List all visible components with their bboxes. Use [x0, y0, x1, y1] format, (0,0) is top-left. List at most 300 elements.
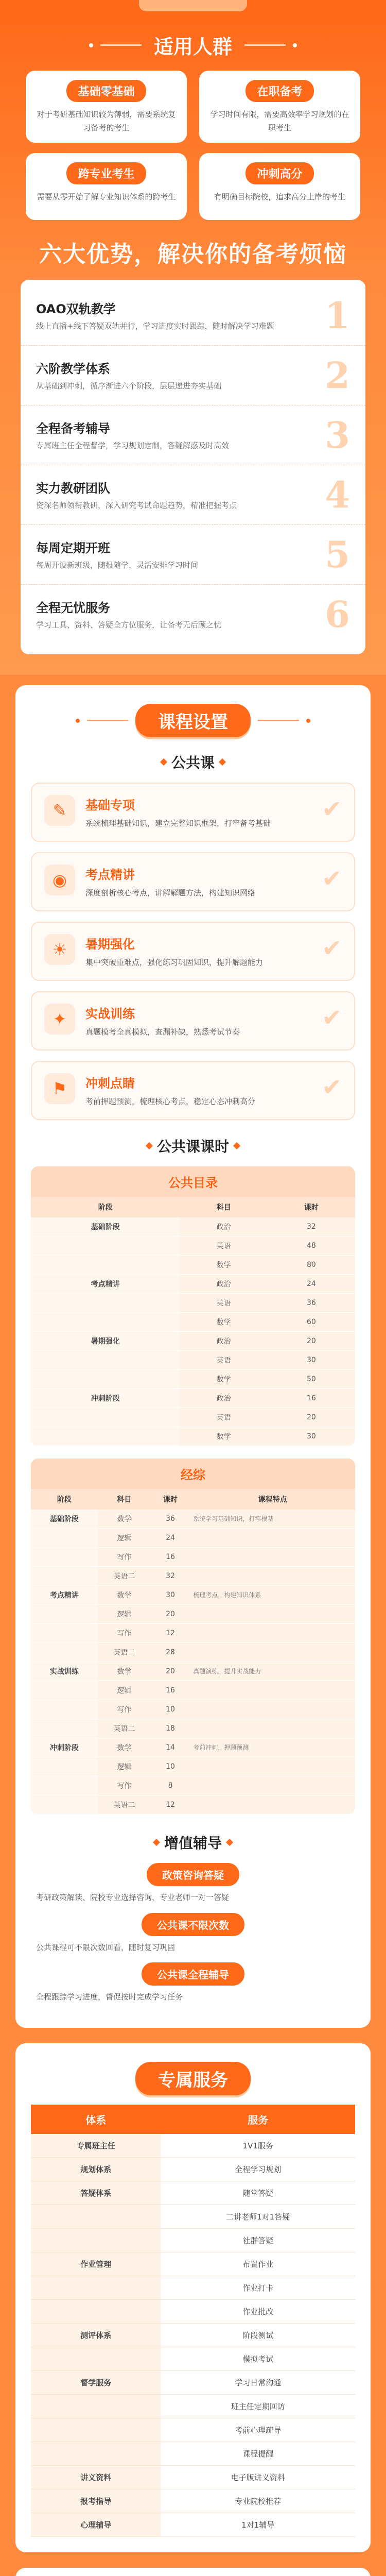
- course-text: [85, 865, 311, 899]
- table-cell: [31, 1548, 98, 1567]
- table-cell: [31, 1529, 98, 1548]
- table-header: 科目: [98, 1489, 151, 1510]
- table-cell: 基础阶段: [31, 1217, 180, 1236]
- table-cell: 8: [151, 1776, 190, 1795]
- audience-desc: 对于考研基础知识较为薄弱，需要系统复习备考的考生: [37, 110, 176, 132]
- table-cell: [31, 1313, 180, 1332]
- table-header: 课时: [268, 1197, 355, 1217]
- service-item: 班主任定期回访: [161, 2394, 355, 2418]
- advantage-desc: 每周开设新班级，随报随学，灵活安排学习时间: [36, 561, 199, 570]
- table-cell: 30: [151, 1586, 190, 1605]
- table-header: 科目: [180, 1197, 267, 1217]
- advantage-number: 4: [325, 473, 350, 516]
- advantage-title: 每周定期开班: [36, 541, 110, 555]
- divider: [258, 2078, 299, 2079]
- table-cell: 20: [268, 1408, 355, 1427]
- table-cell: 36: [268, 1294, 355, 1313]
- audience-desc: 需要从零开始了解专业知识体系的跨考生: [37, 192, 176, 201]
- service-item: 1V1服务: [161, 2134, 355, 2158]
- advantage-item: [21, 525, 365, 585]
- table-row: [31, 1236, 355, 1256]
- table-cell: 写作: [98, 1700, 151, 1719]
- course-desc: 系统梳理基础知识，建立完整知识框架，打牢备考基础: [85, 819, 271, 828]
- table-cell: 80: [268, 1256, 355, 1275]
- table-cell: 冲刺阶段: [31, 1738, 98, 1757]
- table-cell: [190, 1643, 355, 1662]
- course-desc: 集中突破重难点，强化练习巩固知识，提升解题能力: [85, 958, 264, 967]
- service-row: [31, 2276, 355, 2299]
- table-cell: 数学: [180, 1370, 267, 1389]
- service-row: [31, 2252, 355, 2276]
- service-system: [31, 2205, 161, 2228]
- hours-subtitle: [15, 1130, 371, 1166]
- table-header-row: [31, 1489, 355, 1510]
- table-caption: 经综: [31, 1459, 355, 1489]
- table-cell: 20: [268, 1332, 355, 1351]
- table-cell: 英语二: [98, 1567, 151, 1586]
- audience-desc: 学习时间有限，需要高效率学习规划的在职考生: [210, 110, 349, 132]
- advantage-number: 6: [325, 593, 350, 636]
- table-cell: 梳理考点，构建知识体系: [190, 1586, 355, 1605]
- table-cell: 50: [268, 1370, 355, 1389]
- course-list: [15, 783, 371, 1120]
- audience-tag: 冲刺高分: [245, 162, 313, 184]
- service-title-row: [15, 2048, 371, 2105]
- advantage-text: [36, 418, 309, 452]
- table-row: [31, 1567, 355, 1586]
- table-row: [31, 1776, 355, 1795]
- audience-tag: 基础零基础: [66, 80, 146, 102]
- audience-title: 适用人群: [153, 36, 232, 58]
- course-desc: 考前押题预测，梳理核心考点，稳定心态冲刺高分: [85, 1097, 256, 1106]
- table-cell: 系统学习基础知识，打牢根基: [190, 1510, 355, 1529]
- table-cell: [31, 1294, 180, 1313]
- advantage-title: OAO双轨教学: [36, 302, 116, 316]
- divider: [100, 44, 142, 46]
- table-cell: 数学: [180, 1256, 267, 1275]
- advantage-number: 3: [325, 414, 350, 456]
- table-row: [31, 1313, 355, 1332]
- table-row: [31, 1662, 355, 1681]
- table-cell: 英语: [180, 1408, 267, 1427]
- advantage-desc: 学习工具、资料、答疑全方位服务，让备考无后顾之忧: [36, 620, 222, 630]
- dot-icon: [76, 2076, 80, 2080]
- course-title: 冲刺点睛: [85, 1076, 135, 1091]
- table-row: [31, 1624, 355, 1643]
- increment-item: [36, 1863, 350, 1905]
- course-text: [85, 1073, 311, 1108]
- table-cell: 逻辑: [98, 1605, 151, 1624]
- advantage-number: 5: [325, 533, 350, 576]
- service-row: [31, 2134, 355, 2158]
- table-cell: 24: [268, 1275, 355, 1294]
- service-item: 二讲老师1对1答疑: [161, 2205, 355, 2228]
- check-icon: ✔: [322, 934, 342, 962]
- service-item: 作业批改: [161, 2299, 355, 2323]
- table-cell: 48: [268, 1236, 355, 1256]
- table-cell: [190, 1567, 355, 1586]
- table-cell: 18: [151, 1719, 190, 1738]
- table-cell: [190, 1624, 355, 1643]
- service-item: 电子版讲义资料: [161, 2465, 355, 2489]
- header-tab: [139, 0, 247, 11]
- course-text: [85, 1004, 311, 1038]
- course-title: 暑期强化: [85, 937, 135, 952]
- table-cell: [31, 1624, 98, 1643]
- table-cell: [31, 1643, 98, 1662]
- service-item: 学习日常沟通: [161, 2370, 355, 2394]
- check-icon: ✔: [322, 1004, 342, 1031]
- table-cell: [31, 1256, 180, 1275]
- service-row: [31, 2513, 355, 2536]
- table-cell: 16: [151, 1681, 190, 1700]
- table-row: [31, 1719, 355, 1738]
- table-cell: 数学: [98, 1738, 151, 1757]
- service-item: 考前心理疏导: [161, 2418, 355, 2442]
- table-caption: 公共目录: [31, 1166, 355, 1197]
- increment-desc: 全程跟踪学习进度，督促按时完成学习任务: [36, 1992, 183, 2002]
- table-cell: 政治: [180, 1275, 267, 1294]
- audience-section: [0, 15, 386, 675]
- table-cell: 10: [151, 1757, 190, 1776]
- table-cell: [190, 1776, 355, 1795]
- divider: [87, 720, 128, 721]
- service-section: [15, 2043, 371, 2552]
- increment-list: [15, 1863, 371, 2004]
- advantages-panel: [21, 280, 365, 654]
- table-row: [31, 1370, 355, 1389]
- course-desc: 真题模考全真模拟，查漏补缺，熟悉考试节奏: [85, 1027, 240, 1037]
- course-title: 考点精讲: [85, 868, 135, 882]
- table-cell: 逻辑: [98, 1529, 151, 1548]
- service-system: 专属班主任: [31, 2134, 161, 2158]
- table-cell: [190, 1719, 355, 1738]
- table-cell: 28: [151, 1643, 190, 1662]
- hours-label: 公共课课时: [156, 1138, 229, 1155]
- service-row: [31, 2181, 355, 2205]
- table-row: [31, 1643, 355, 1662]
- table-cell: 10: [151, 1700, 190, 1719]
- table-row: [31, 1256, 355, 1275]
- table-cell: 考点精讲: [31, 1586, 98, 1605]
- table-cell: [31, 1795, 98, 1815]
- service-item: 模拟考试: [161, 2347, 355, 2370]
- table-header: 阶段: [31, 1489, 98, 1510]
- header-bar: [0, 0, 386, 15]
- table-cell: 12: [151, 1795, 190, 1815]
- course-item: [31, 783, 355, 842]
- table-cell: [190, 1795, 355, 1815]
- advantages-title: 六大优势，解决你的备考烦恼: [39, 241, 347, 267]
- table-cell: 36: [151, 1510, 190, 1529]
- service-header-row: [31, 2105, 355, 2134]
- service-header: 体系: [31, 2105, 161, 2134]
- app-section: [15, 2568, 371, 2576]
- advantage-text: [36, 299, 309, 332]
- table-cell: 写作: [98, 1548, 151, 1567]
- table-row: [31, 1389, 355, 1408]
- diamond-icon: [233, 1142, 240, 1149]
- advantage-title: 全程无忧服务: [36, 601, 110, 615]
- diamond-icon: [153, 1839, 160, 1846]
- public-hours-table: [31, 1166, 355, 1446]
- table-cell: [31, 1681, 98, 1700]
- table-cell: [31, 1370, 180, 1389]
- audience-card: [199, 153, 360, 220]
- service-item: 随堂答疑: [161, 2181, 355, 2205]
- dot-icon: [76, 719, 80, 723]
- table-row: [31, 1700, 355, 1719]
- table-header: 课时: [151, 1489, 190, 1510]
- course-title: 实战训练: [85, 1007, 135, 1021]
- audience-card: [26, 71, 187, 143]
- service-row: [31, 2299, 355, 2323]
- table-row: [31, 1332, 355, 1351]
- service-item: 社群答疑: [161, 2228, 355, 2252]
- dot-icon: [306, 2076, 310, 2080]
- divider: [87, 2078, 128, 2079]
- advantage-item: [21, 346, 365, 405]
- check-icon: ✔: [322, 865, 342, 892]
- table-cell: 20: [151, 1605, 190, 1624]
- course-text: [85, 934, 311, 969]
- advantage-desc: 从基础到冲刺，循序渐进六个阶段，层层递进夯实基础: [36, 381, 222, 391]
- table-cell: 考点精讲: [31, 1275, 180, 1294]
- advantage-desc: 专属班主任全程督学，学习规划定制，答疑解惑及时高效: [36, 441, 230, 450]
- table-cell: 数学: [180, 1427, 267, 1446]
- table-cell: 英语: [180, 1351, 267, 1370]
- service-item: 全程学习规划: [161, 2157, 355, 2181]
- table-cell: 英语: [180, 1236, 267, 1256]
- table-cell: 冲刺阶段: [31, 1389, 180, 1408]
- service-system: [31, 2442, 161, 2465]
- advantage-text: [36, 478, 309, 512]
- table-cell: 20: [151, 1662, 190, 1681]
- table-cell: [190, 1548, 355, 1567]
- table-cell: 数学: [98, 1510, 151, 1529]
- table-cell: 60: [268, 1313, 355, 1332]
- table-cell: 12: [151, 1624, 190, 1643]
- service-row: [31, 2157, 355, 2181]
- table-cell: 英语二: [98, 1719, 151, 1738]
- service-row: [31, 2418, 355, 2442]
- course-item: [31, 852, 355, 911]
- table-cell: 数学: [98, 1586, 151, 1605]
- increment-label: 增值辅导: [164, 1835, 222, 1852]
- table-cell: 政治: [180, 1217, 267, 1236]
- table-cell: [31, 1236, 180, 1256]
- service-row: [31, 2465, 355, 2489]
- table-cell: [190, 1605, 355, 1624]
- table-row: [31, 1795, 355, 1815]
- table-cell: [31, 1605, 98, 1624]
- advantage-number: 1: [325, 294, 350, 337]
- advantage-title: 六阶教学体系: [36, 362, 110, 376]
- service-system: [31, 2347, 161, 2370]
- audience-title-row: [0, 15, 386, 71]
- service-table: [31, 2105, 355, 2537]
- table-cell: 16: [268, 1389, 355, 1408]
- check-icon: ✔: [322, 795, 342, 823]
- table-cell: 政治: [180, 1332, 267, 1351]
- table-cell: 14: [151, 1738, 190, 1757]
- course-text: [85, 795, 311, 829]
- advantage-number: 2: [325, 354, 350, 397]
- service-system: [31, 2228, 161, 2252]
- service-row: [31, 2489, 355, 2513]
- service-system: 讲义资料: [31, 2465, 161, 2489]
- table-cell: 32: [268, 1217, 355, 1236]
- audience-tag: 在职备考: [245, 80, 313, 102]
- service-row: [31, 2205, 355, 2228]
- service-system: 心理辅导: [31, 2513, 161, 2536]
- table-cell: 16: [151, 1548, 190, 1567]
- table-cell: [190, 1700, 355, 1719]
- service-item: 课程提醒: [161, 2442, 355, 2465]
- service-row: [31, 2442, 355, 2465]
- audience-tag: 跨专业考生: [66, 162, 146, 184]
- table-cell: [31, 1719, 98, 1738]
- advantage-item: [21, 405, 365, 465]
- course-section: [15, 685, 371, 2028]
- service-item: 1对1辅导: [161, 2513, 355, 2536]
- advantage-text: [36, 359, 309, 392]
- course-title: 基础专项: [85, 798, 135, 812]
- table-cell: 英语二: [98, 1795, 151, 1815]
- advantage-item: [21, 465, 365, 525]
- audience-card: [199, 71, 360, 143]
- table-cell: [31, 1757, 98, 1776]
- table-row: [31, 1427, 355, 1446]
- course-icon: ⚑: [44, 1073, 75, 1104]
- course-title-row: [15, 690, 371, 747]
- table-cell: 写作: [98, 1776, 151, 1795]
- table-cell: 逻辑: [98, 1757, 151, 1776]
- service-system: [31, 2394, 161, 2418]
- course-item: [31, 1061, 355, 1120]
- advantage-text: [36, 538, 309, 571]
- table-row: [31, 1275, 355, 1294]
- table-cell: 考前冲刺，押题预测: [190, 1738, 355, 1757]
- table-row: [31, 1757, 355, 1776]
- advantage-title: 实力教研团队: [36, 481, 110, 496]
- advantage-desc: 资深名师领衔教研，深入研究考试命题趋势，精准把握考点: [36, 501, 237, 510]
- table-cell: 英语: [180, 1294, 267, 1313]
- table-cell: [31, 1700, 98, 1719]
- increment-desc: 公共课程可不限次数回看，随时复习巩固: [36, 1942, 176, 1952]
- dot-icon: [293, 43, 297, 47]
- service-system: 测评体系: [31, 2323, 161, 2347]
- divider: [258, 720, 299, 721]
- table-row: [31, 1681, 355, 1700]
- increment-tag: 政策咨询答疑: [147, 1863, 239, 1886]
- dot-icon: [306, 719, 310, 723]
- service-row: [31, 2323, 355, 2347]
- table-cell: [31, 1776, 98, 1795]
- table-row: [31, 1548, 355, 1567]
- dot-icon: [89, 43, 93, 47]
- increment-tag: 公共课全程辅导: [142, 1962, 244, 1986]
- table-row: [31, 1510, 355, 1529]
- table-row: [31, 1217, 355, 1236]
- service-system: [31, 2276, 161, 2299]
- service-header: 服务: [161, 2105, 355, 2134]
- diamond-icon: [219, 758, 226, 766]
- table-row: [31, 1529, 355, 1548]
- diamond-icon: [146, 1142, 153, 1149]
- course-icon: ◉: [44, 865, 75, 895]
- course-icon: ✦: [44, 1004, 75, 1035]
- audience-card: [26, 153, 187, 220]
- service-item: 阶段测试: [161, 2323, 355, 2347]
- table-row: [31, 1738, 355, 1757]
- advantage-desc: 线上直播+线下答疑双轨并行，学习进度实时跟踪，随时解决学习难题: [36, 321, 274, 331]
- service-item: 作业打卡: [161, 2276, 355, 2299]
- audience-desc: 有明确目标院校，追求高分上岸的考生: [214, 192, 345, 201]
- table-cell: 暑期强化: [31, 1332, 180, 1351]
- table-row: [31, 1605, 355, 1624]
- table-cell: [190, 1757, 355, 1776]
- service-system: 作业管理: [31, 2252, 161, 2276]
- table-cell: 真题演练，提升实战能力: [190, 1662, 355, 1681]
- course-title: 课程设置: [135, 704, 251, 737]
- table-cell: 32: [151, 1567, 190, 1586]
- course-item: [31, 922, 355, 981]
- public-course-label: 公共课: [171, 754, 215, 771]
- increment-item: [36, 1962, 350, 2004]
- advantage-title: 全程备考辅导: [36, 421, 110, 436]
- service-row: [31, 2347, 355, 2370]
- table-cell: 英语二: [98, 1643, 151, 1662]
- table-cell: [31, 1567, 98, 1586]
- course-icon: ✎: [44, 795, 75, 826]
- course-desc: 深度剖析核心考点，讲解解题方法，构建知识网络: [85, 888, 256, 897]
- service-row: [31, 2370, 355, 2394]
- table-cell: 30: [268, 1427, 355, 1446]
- table-cell: 写作: [98, 1624, 151, 1643]
- table-cell: [31, 1351, 180, 1370]
- check-icon: ✔: [322, 1073, 342, 1101]
- table-cell: 逻辑: [98, 1681, 151, 1700]
- table-cell: [190, 1681, 355, 1700]
- increment-tag: 公共课不限次数: [142, 1913, 244, 1936]
- table-cell: [190, 1529, 355, 1548]
- service-item: 专业院校推荐: [161, 2489, 355, 2513]
- table-cell: 24: [151, 1529, 190, 1548]
- service-system: 答疑体系: [31, 2181, 161, 2205]
- table-header: 课程特点: [190, 1489, 355, 1510]
- table-header-row: [31, 1197, 355, 1217]
- public-course-subtitle: [15, 747, 371, 783]
- increment-subtitle: [15, 1827, 371, 1863]
- table-row: [31, 1294, 355, 1313]
- diamond-icon: [226, 1839, 233, 1846]
- table-row: [31, 1586, 355, 1605]
- service-item: 布置作业: [161, 2252, 355, 2276]
- service-system: 报考指导: [31, 2489, 161, 2513]
- diamond-icon: [160, 758, 167, 766]
- table-cell: [31, 1427, 180, 1446]
- service-system: 规划体系: [31, 2157, 161, 2181]
- table-header: 阶段: [31, 1197, 180, 1217]
- increment-item: [36, 1913, 350, 1955]
- table-cell: 数学: [180, 1313, 267, 1332]
- table-cell: 实战训练: [31, 1662, 98, 1681]
- course-icon: ☀: [44, 934, 75, 965]
- service-title: 专属服务: [135, 2062, 251, 2095]
- app-title-row: [15, 2573, 371, 2576]
- table-cell: [31, 1408, 180, 1427]
